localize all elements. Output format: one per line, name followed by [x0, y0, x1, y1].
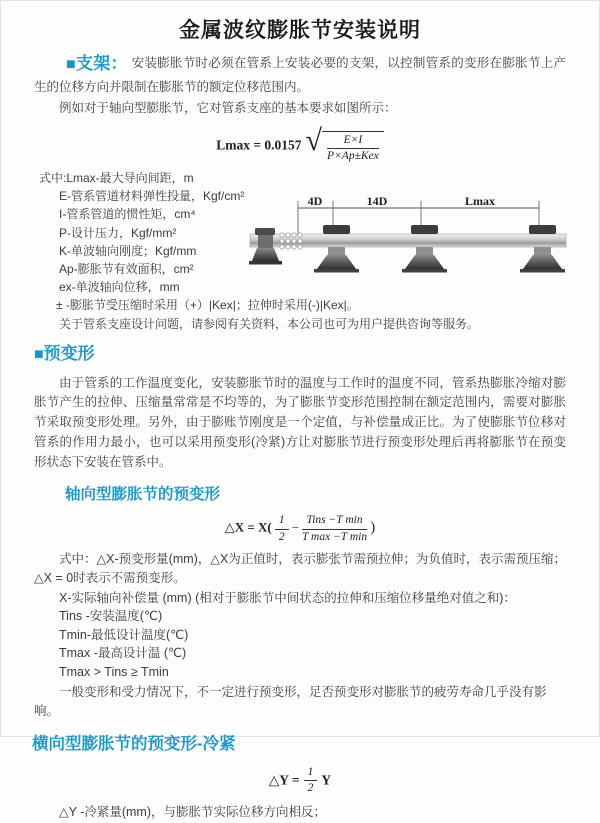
axial-note-text: 式中：△X-预变形量(mm)，△X为正值时，表示膨张节需预拉伸；为负值时，表示需预压缩；△X = 0时表示不需预变形。 — [34, 551, 566, 586]
support-intro-paragraph — [34, 53, 566, 97]
guide-support — [402, 225, 447, 273]
page-content — [1, 53, 599, 823]
half-fraction — [304, 766, 318, 795]
lateral-subheading: 横向型膨胀节的预变形-冷紧 — [32, 734, 236, 753]
radical-icon: √ — [305, 123, 323, 157]
temperature-numerator: Tins −T min — [302, 514, 367, 529]
section-square-icon: ■ — [34, 345, 44, 363]
definition-line: P-设计压力，Kgf/mm² — [59, 225, 177, 240]
axial-item: Tmax > Tins ≥ Tmin — [59, 664, 169, 679]
definition-line: I-管系管道的惯性矩，cm⁴ — [59, 207, 196, 222]
dim-label-14d: 14D — [366, 193, 388, 208]
half-numerator: 1 — [304, 766, 318, 781]
sqrt-contents — [322, 131, 384, 163]
definition-line: Ap-膨胀节有效面积，cm² — [59, 262, 194, 276]
axial-formula-lhs: △X = X( — [224, 519, 272, 535]
half-numerator: 1 — [275, 514, 289, 529]
sqrt-expression — [305, 123, 384, 163]
support-example-text: 例如对于轴向型膨胀节，它对管系支座的基本要求如图所示： — [59, 101, 397, 116]
definition-line: 式中:Lmax-最大导向间距，m — [39, 170, 194, 185]
definition-line: 关于管系支座设计问题，请参阅有关资料，本公司也可为用户提供咨询等服务。 — [59, 316, 480, 331]
guide-support — [314, 225, 359, 273]
axial-item: X-实际轴向补偿量 (mm) (相对于膨胀节中间状态的拉伸和压缩位移量绝对值之和)： — [59, 590, 516, 605]
temperature-denominator: T max −T min — [301, 530, 368, 543]
axial-subheading: 轴向型膨胀节的预变形 — [65, 486, 221, 504]
lateral-formula-lhs: △Y = — [268, 772, 300, 788]
definition-line: ex-单波轴向位移，mm — [59, 280, 180, 295]
lmax-fraction — [327, 134, 379, 163]
half-denominator: 2 — [278, 530, 285, 543]
dim-label-4d: 4D — [307, 193, 323, 208]
lateral-note-text: △Y -冷紧量(mm)，与膨胀节实际位移方向相反； — [59, 805, 327, 820]
lmax-formula-lhs: Lmax = 0.0157 — [216, 136, 302, 152]
support-section-heading: 支架： — [75, 54, 128, 73]
lateral-formula-rhs: Y — [321, 772, 332, 788]
axial-items-block — [34, 589, 566, 682]
symbol-definitions-block — [34, 169, 566, 333]
axial-item: Tmin-最低设计温度(℃) — [59, 627, 189, 642]
dim-label-lmax: Lmax — [465, 193, 495, 208]
axial-item: Tins -安装温度(℃) — [59, 609, 163, 624]
predeform-body-text: 由于管系的工作温度变化，安装膨胀节时的温度与工作时的温度不同，管系热膨胀冷缩对膨胀节产生的拉伸、压缩量常常是不均等的，为了膨胀节变形范围控制在额定范围内，需要对膨胀节采取预变形处理。另外，由于膨账节刚度是一个定值，与补偿量成正比。为了使膨胀节位移对管系的作用力最小，也可以采用预变形(冷紧)方让对膨胀节进行预变形处理后再将膨胀节在预变形状态下安装在管系中。 — [34, 375, 566, 469]
minus-sign: − — [291, 520, 299, 535]
guide-support — [520, 225, 565, 273]
lmax-formula — [34, 123, 566, 163]
axial-formula — [34, 514, 566, 543]
half-fraction — [275, 514, 289, 543]
definition-line: ± -膨胀节受压缩时采用（+）|Kex|；拉伸时采用(-)|Kex|。 — [56, 298, 359, 313]
axial-remark-text: 一般变形和受力情况下，不一定进行预变形，足否预变形对膨胀节的疲劳寿命几乎没有影响。 — [34, 685, 547, 719]
lateral-formula — [34, 766, 566, 795]
page-title: 金属波纹膨胀节安装说明 — [179, 19, 421, 42]
half-denominator: 2 — [307, 782, 314, 795]
close-paren: ) — [370, 519, 376, 536]
section-square-icon: ■ — [66, 56, 76, 73]
lmax-fraction-denominator: P×Ap±Kex — [327, 149, 379, 162]
axial-item: Tmax -最高设计温 (℃) — [59, 646, 187, 661]
temperature-fraction — [302, 514, 367, 543]
predeform-section-heading-row — [34, 343, 566, 368]
pipe — [250, 234, 566, 247]
lmax-fraction-numerator: E×I — [327, 134, 379, 149]
support-intro-text: 安装膨胀节时必须在管系上安装必要的支架，以控制管系的变形在膨胀节上产生的位移方向并限制在膨胀节的额定位移范围内。 — [34, 56, 566, 94]
definition-line: K-单波轴向刚度；Kgf/mm — [59, 243, 197, 258]
definition-line: E-管系管道材料弹性投量，Kgf/cm² — [59, 189, 245, 204]
predeform-section-heading: 预变形 — [43, 343, 95, 363]
pipe-support-diagram — [246, 193, 596, 288]
